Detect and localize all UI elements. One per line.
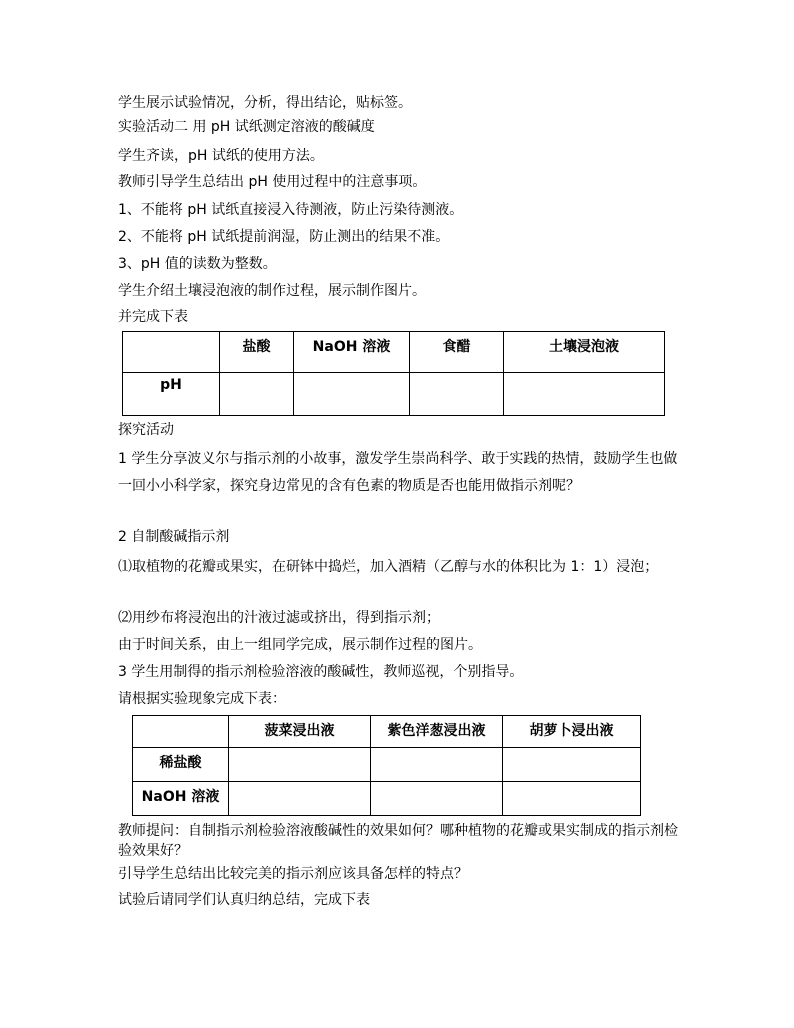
list-item: 1、不能将 pH 试纸直接浸入待测液，防止污染待测液。 bbox=[118, 202, 464, 218]
table-row bbox=[133, 748, 641, 782]
section-heading: 探究活动 bbox=[118, 422, 174, 438]
table-header-cell: 紫色洋葱浸出液 bbox=[371, 716, 503, 748]
row-label-cell: pH bbox=[123, 373, 220, 416]
list-item: 2、不能将 pH 试纸提前润湿，防止测出的结果不准。 bbox=[118, 229, 450, 245]
table-header-cell bbox=[133, 716, 229, 748]
table-header-cell: 食醋 bbox=[410, 332, 504, 373]
paragraph: 由于时间关系，由上一组同学完成，展示制作过程的图片。 bbox=[118, 637, 482, 653]
table-header-cell bbox=[123, 332, 220, 373]
table-row bbox=[123, 373, 665, 416]
paragraph: ⑵用纱布将浸泡出的汁液过滤或挤出，得到指示剂； bbox=[118, 610, 440, 626]
paragraph: ⑴取植物的花瓣或果实，在研钵中捣烂，加入酒精（乙醇与水的体积比为 1：1）浸泡； bbox=[118, 559, 659, 575]
table-header-cell: NaOH 溶液 bbox=[294, 332, 410, 373]
table-cell[interactable] bbox=[229, 782, 371, 816]
table-header-cell: 盐酸 bbox=[220, 332, 294, 373]
paragraph: 3 学生用制得的指示剂检验溶液的酸碱性，教师巡视，个别指导。 bbox=[118, 664, 524, 680]
table-header-cell: 土壤浸泡液 bbox=[504, 332, 665, 373]
list-item: 3、pH 值的读数为整数。 bbox=[118, 256, 277, 272]
table-header-row bbox=[133, 716, 641, 748]
section-heading: 实验活动二 用 pH 试纸测定溶液的酸碱度 bbox=[118, 119, 375, 135]
row-label-cell: 稀盐酸 bbox=[133, 748, 229, 782]
table-cell[interactable] bbox=[220, 373, 294, 416]
paragraph: 试验后请同学们认真归纳总结，完成下表 bbox=[118, 892, 370, 908]
table-cell[interactable] bbox=[294, 373, 410, 416]
section-heading: 2 自制酸碱指示剂 bbox=[118, 529, 230, 545]
table-cell[interactable] bbox=[371, 782, 503, 816]
table-cell[interactable] bbox=[371, 748, 503, 782]
paragraph: 并完成下表 bbox=[118, 309, 188, 325]
ph-table bbox=[122, 331, 665, 416]
row-label-cell: NaOH 溶液 bbox=[133, 782, 229, 816]
paragraph: 引导学生总结出比较完美的指示剂应该具备怎样的特点？ bbox=[118, 866, 468, 882]
paragraph: 教师引导学生总结出 pH 使用过程中的注意事项。 bbox=[118, 174, 427, 190]
indicator-table bbox=[132, 715, 641, 816]
table-header-cell: 菠菜浸出液 bbox=[229, 716, 371, 748]
table-header-row bbox=[123, 332, 665, 373]
paragraph: 学生齐读，pH 试纸的使用方法。 bbox=[118, 148, 324, 164]
paragraph: 学生展示试验情况，分析，得出结论，贴标签。 bbox=[118, 95, 412, 111]
table-row bbox=[133, 782, 641, 816]
table-cell[interactable] bbox=[503, 748, 641, 782]
paragraph: 教师提问：自制指示剂检验溶液酸碱性的效果如何？哪种植物的花瓣或果实制成的指示剂检验效果好？ bbox=[118, 823, 678, 859]
table-cell[interactable] bbox=[504, 373, 665, 416]
paragraph: 请根据实验现象完成下表： bbox=[118, 691, 286, 707]
table-cell[interactable] bbox=[503, 782, 641, 816]
table-header-cell: 胡萝卜浸出液 bbox=[503, 716, 641, 748]
table-cell[interactable] bbox=[410, 373, 504, 416]
paragraph: 1 学生分享波义尔与指示剂的小故事，激发学生崇尚科学、敢于实践的热情，鼓励学生也做一回小小科学家，探究身边常见的含有色素的物质是否也能用做指示剂呢？ bbox=[118, 451, 678, 494]
table-cell[interactable] bbox=[229, 748, 371, 782]
paragraph: 学生介绍土壤浸泡液的制作过程，展示制作图片。 bbox=[118, 283, 426, 299]
